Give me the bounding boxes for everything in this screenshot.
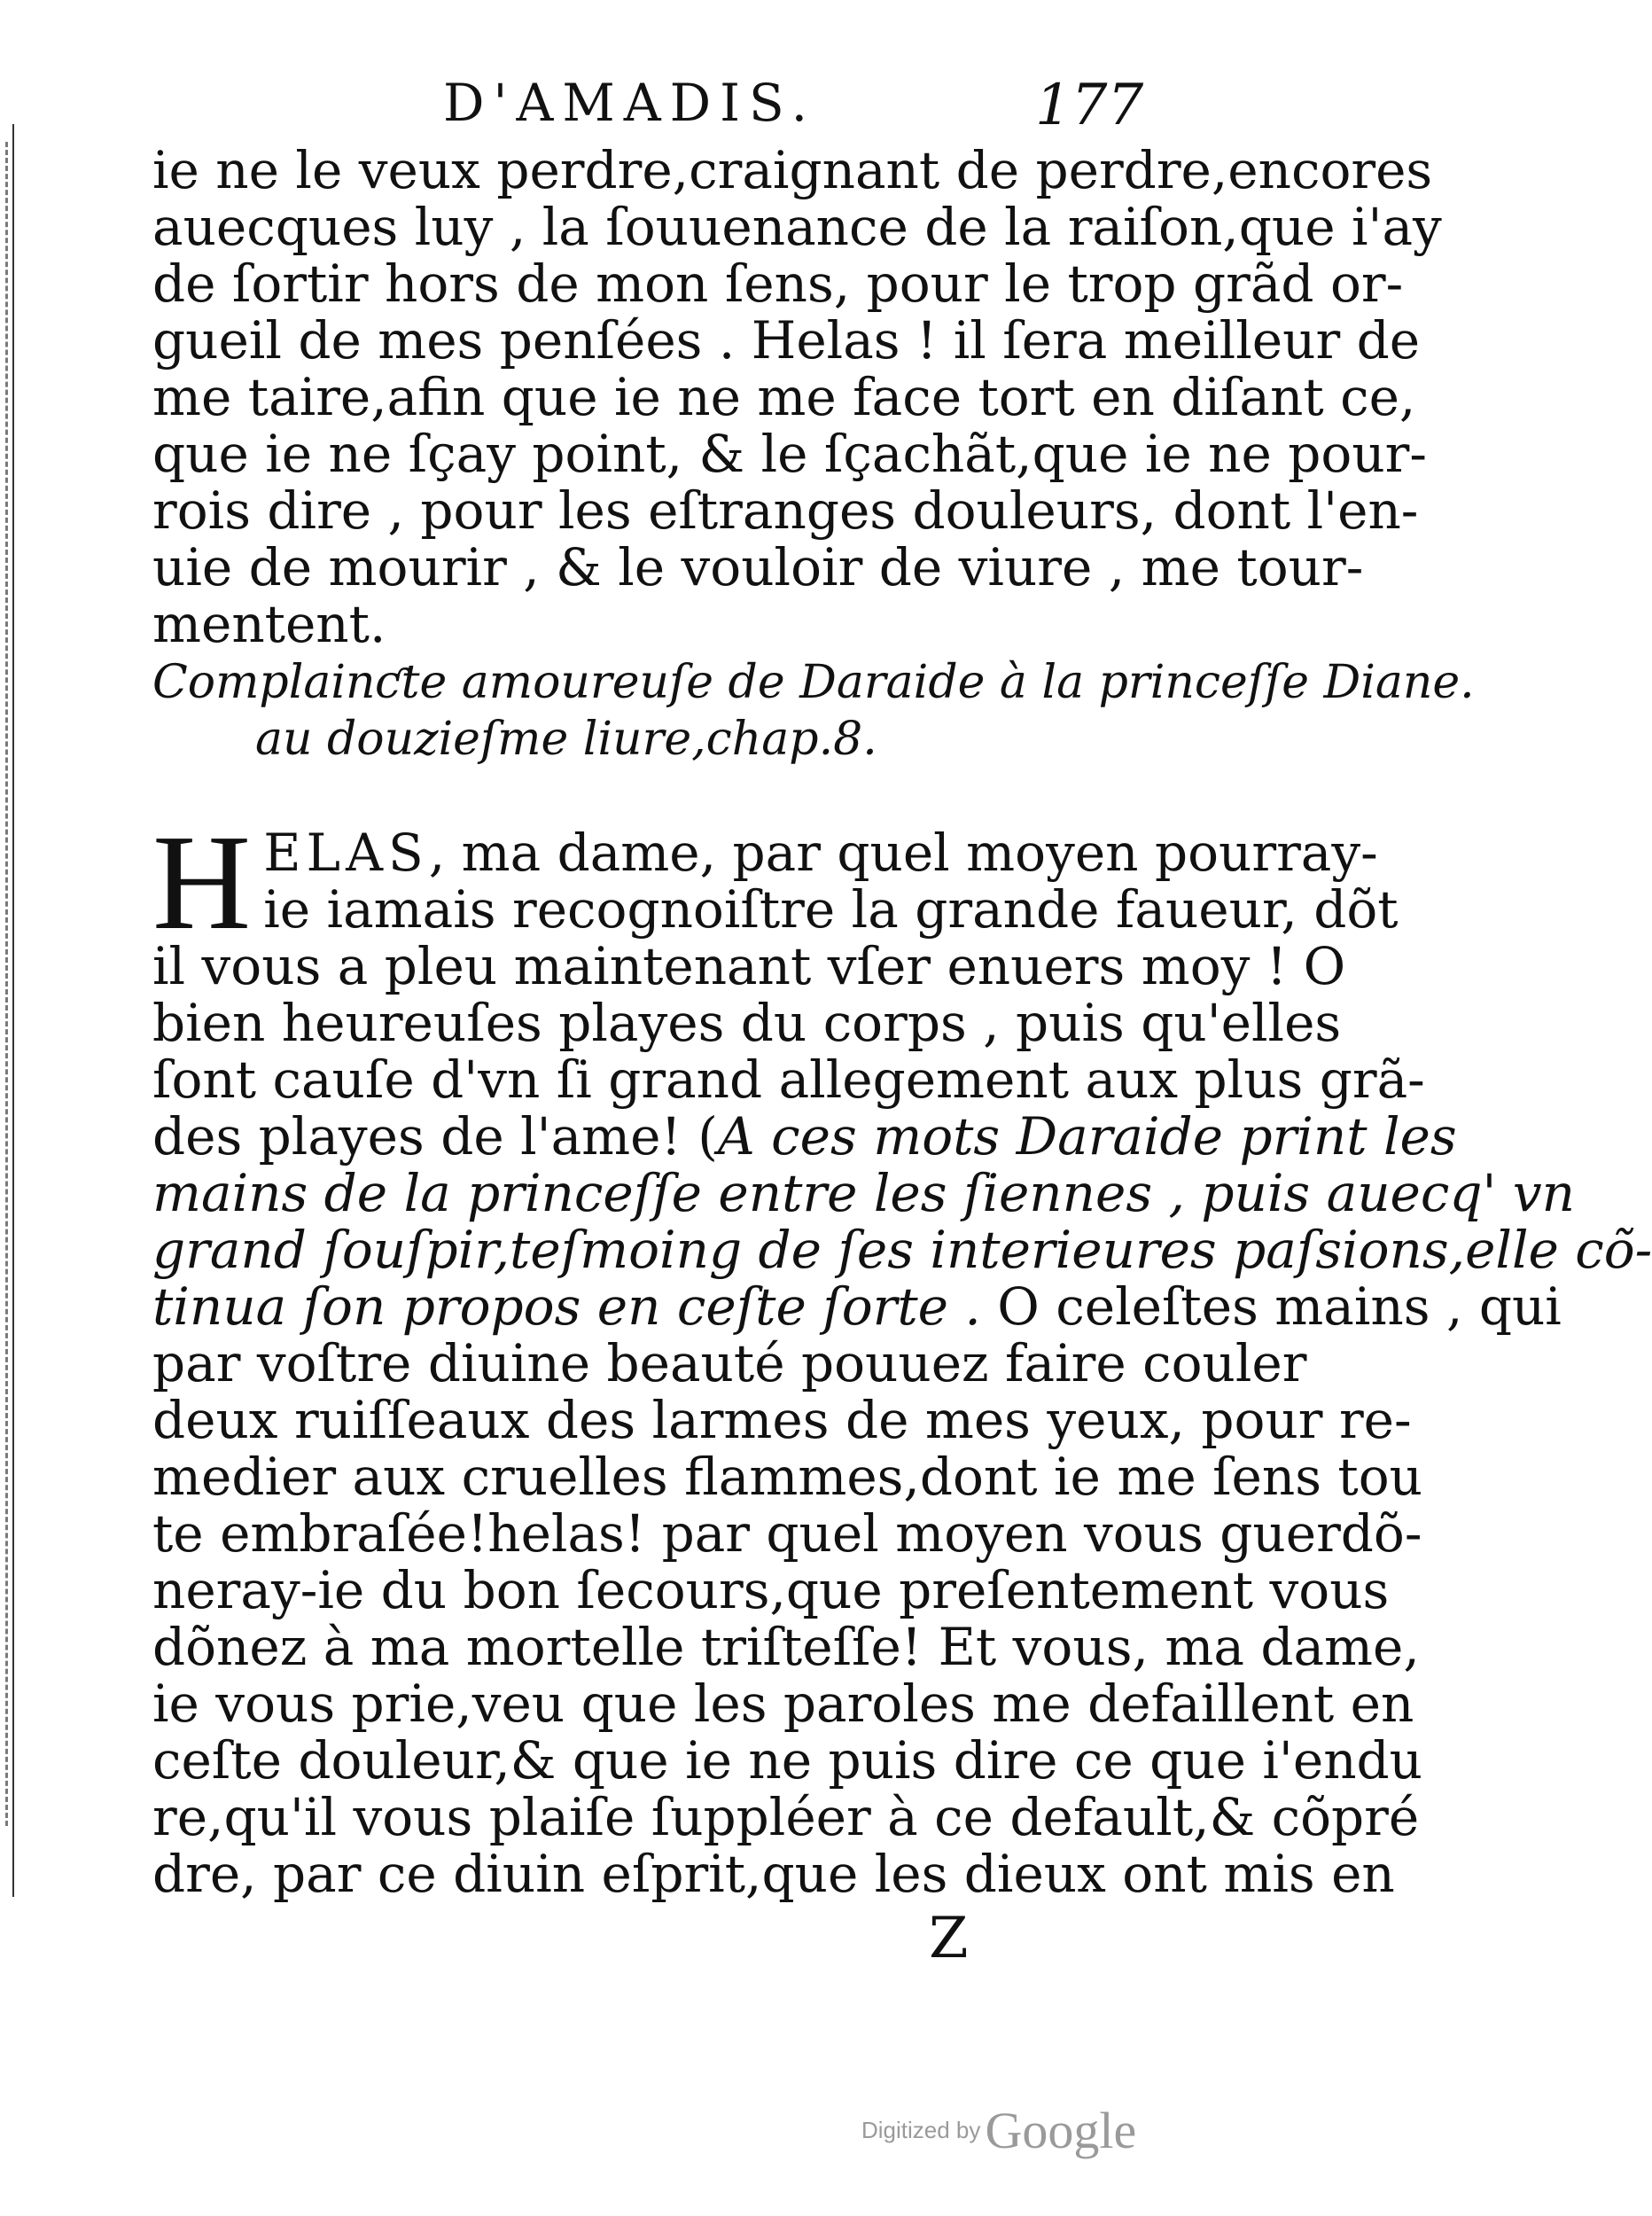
text-line: re,qu'il vous plaiſe ſuppléer à ce default,& cõpré <box>152 1787 1420 1847</box>
scan-edge-line <box>12 124 18 1897</box>
text-line: deux ruiſſeaux des larmes de mes yeux, pour re- <box>152 1390 1412 1450</box>
watermark-brand-logo: Google <box>985 2102 1137 2159</box>
text-line: mentent. <box>152 594 386 654</box>
text-line: mains de la princeſſe entre les ſiennes , puis auecq' vn <box>152 1163 1575 1223</box>
text-line: de ſortir hors de mon ſens, pour le trop grãd or- <box>152 254 1404 314</box>
text-line: ie iamais recognoiſtre la grande faueur, dõt <box>263 879 1399 940</box>
heading-line: au douzieſme liure,chap.8. <box>255 713 877 766</box>
text-line <box>152 823 1378 883</box>
text-line <box>152 1106 1457 1167</box>
text-line <box>152 1276 1562 1337</box>
text-span: des playes de l'ame! ( <box>152 1106 718 1167</box>
page-number: 177 <box>1035 73 1144 138</box>
text-span: , ma dame, par quel moyen pourray- <box>428 823 1378 883</box>
scan-edge-dashed <box>5 142 12 1826</box>
text-line: dõnez à ma mortelle triſteſſe! Et vous, ma dame, <box>152 1617 1420 1677</box>
text-line: uie de mourir , & le vouloir de viure , me tour- <box>152 537 1364 597</box>
signature-mark: Z <box>929 1906 969 1971</box>
text-line: auecques luy , la ſouuenance de la raiſon,que i'ay <box>152 197 1442 257</box>
digitized-watermark <box>861 2101 1136 2160</box>
text-line: me taire,afin que ie ne me face tort en diſant ce, <box>152 367 1416 427</box>
italic-span: tinua ſon propos en ceſte ſorte . <box>152 1276 981 1337</box>
paragraph-complaint <box>152 808 1652 1904</box>
watermark-prefix: Digitized by <box>861 2117 981 2143</box>
running-head: D'AMADIS. <box>443 73 817 133</box>
text-line: medier aux cruelles flammes,dont ie me ſens tou <box>152 1447 1423 1507</box>
text-line: dre, par ce diuin eſprit,que les dieux ont mis en <box>152 1844 1395 1904</box>
text-line: il vous a pleu maintenant vſer enuers moy ! O <box>152 936 1346 996</box>
text-line: ſont cauſe d'vn ſi grand allegement aux plus grã- <box>152 1049 1425 1110</box>
text-line: neray-ie du bon ſecours,que preſentement vous <box>152 1560 1390 1620</box>
italic-span: A ces mots Daraide print les <box>717 1106 1457 1167</box>
section-heading <box>152 654 1475 768</box>
text-line: bien heureuſes playes du corps , puis qu'elles <box>152 993 1342 1053</box>
text-line: ie vous prie,veu que les paroles me defaillent en <box>152 1674 1414 1734</box>
text-line: ceſte douleur,& que ie ne puis dire ce que i'endu <box>152 1730 1423 1791</box>
drop-cap: H <box>152 808 252 958</box>
text-line: ie ne le veux perdre,craignant de perdre,encores <box>152 140 1433 200</box>
paragraph-continued <box>152 140 1442 654</box>
opening-small-caps: ELAS <box>263 823 429 883</box>
text-line: te embraſée!helas! par quel moyen vous guerdõ- <box>152 1503 1422 1564</box>
text-line: gueil de mes penſées . Helas ! il ſera meilleur de <box>152 310 1421 371</box>
text-line: grand ſouſpir,teſmoing de ſes interieures paſsions,elle cõ- <box>152 1220 1652 1280</box>
text-line: par voſtre diuine beauté pouuez faire couler <box>152 1333 1307 1393</box>
heading-line: Complainƈte amoureuſe de Daraide à la princeſſe Diane. <box>152 656 1475 709</box>
text-span: O celeſtes mains , qui <box>980 1276 1562 1337</box>
text-line: rois dire , pour les eſtranges douleurs, dont l'en- <box>152 480 1419 541</box>
text-line: que ie ne ſçay point, & le ſçachãt,que ie ne pour- <box>152 424 1427 484</box>
